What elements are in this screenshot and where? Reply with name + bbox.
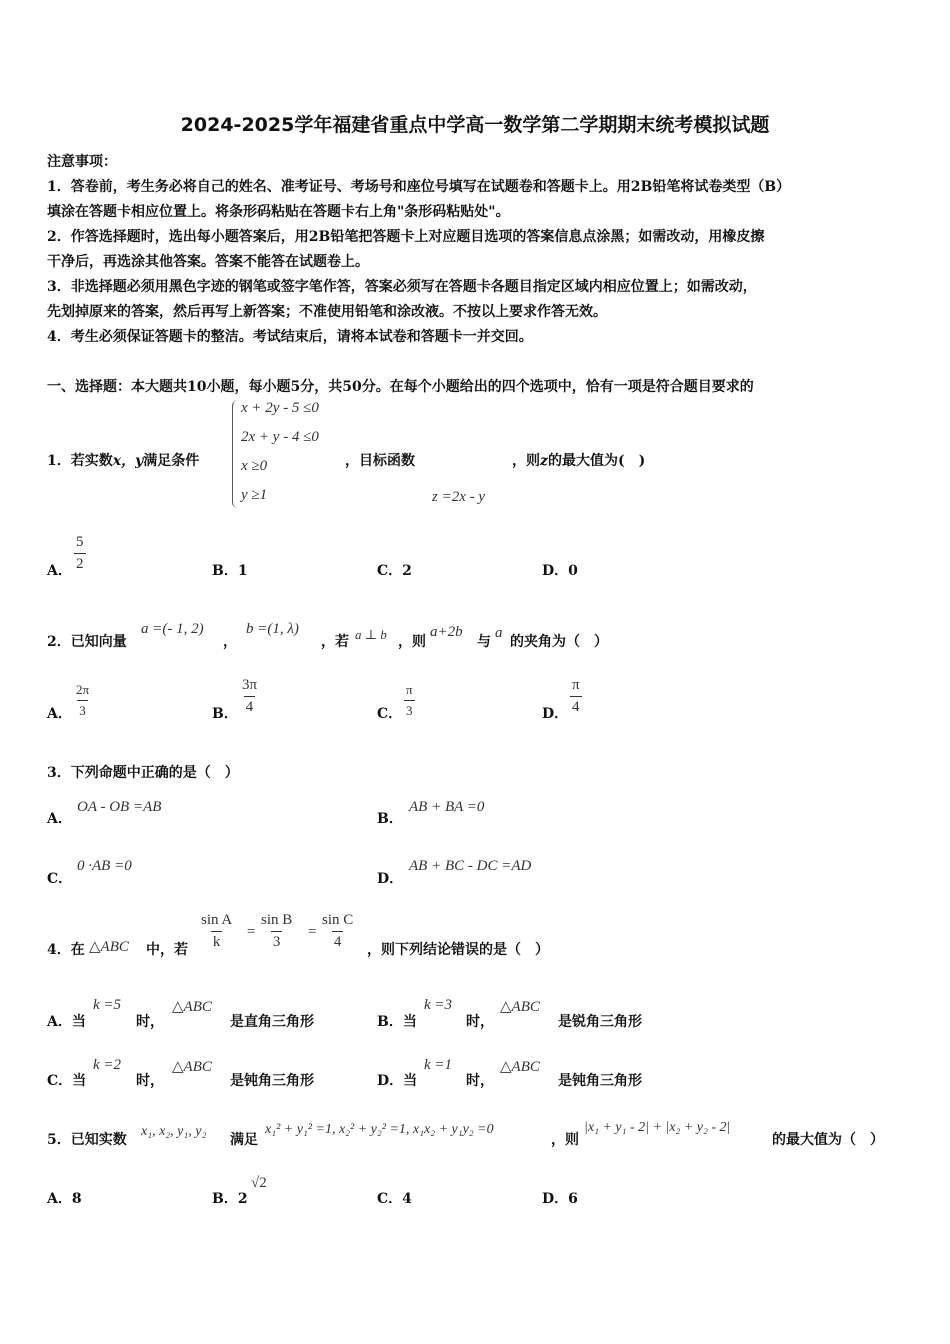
q4-option-d-k: k =1 <box>424 1057 453 1073</box>
q5-then: ，则 <box>551 1132 579 1148</box>
q2-comma: ， <box>223 634 237 650</box>
q3-option-b-label: B． <box>377 811 403 827</box>
q5-option-b-label: B．2 <box>212 1191 248 1207</box>
q2-if: ，若 <box>321 634 349 650</box>
notice-line-7: 4．考生必须保证答题卡的整洁。考试结束后，请将本试卷和答题卡一并交回。 <box>47 329 533 345</box>
q2-perp: a ⊥ b <box>355 627 387 642</box>
notice-heading: 注意事项： <box>47 154 117 170</box>
q2-option-c-fraction: $\frac{\pi}{3}$ <box>406 682 413 718</box>
q1-target-label: ，目标函数 <box>345 453 415 469</box>
q5-option-d: D．6 <box>542 1191 578 1207</box>
q2-option-d-label: D． <box>542 706 569 722</box>
q1-condition-2: 2x + y - 4 ≤0 <box>241 429 319 445</box>
q3-option-c: 0 ·AB =0 <box>77 858 132 874</box>
q4-option-b-result: 是锐角三角形 <box>558 1014 642 1030</box>
q1-option-a-fraction: $\frac{5}{2}$ <box>76 534 84 572</box>
q4-option-a-triangle: △ABC <box>172 999 212 1015</box>
q4-option-d-result: 是钝角三角形 <box>558 1073 642 1089</box>
q5-condition: x₁² + y₁² =1, x₂² + y₂² =1, x₁x₂ + y₁y₂ =0 <box>265 1122 494 1137</box>
notice-line-2: 填涂在答题卡相应位置上。将条形码粘贴在答题卡右上角"条形码粘贴处"。 <box>47 204 510 220</box>
q2-a: a <box>495 625 503 641</box>
q3-stem: 3．下列命题中正确的是（ ） <box>47 765 239 781</box>
notice-line-3: 2．作答选择题时，选出每小题答案后，用2B铅笔把答题卡上对应题目选项的答案信息点涂黑；如需改动，用橡皮擦 <box>47 229 765 245</box>
q4-option-d-label: D．当 <box>377 1073 418 1089</box>
q2-vector-a: a =(- 1, 2) <box>141 621 204 637</box>
q4-mid: 中，若 <box>146 942 188 958</box>
q5-option-b-root: √2 <box>251 1175 267 1191</box>
q4-option-c-result: 是钝角三角形 <box>230 1073 314 1089</box>
q4-equals-1: = <box>246 924 257 940</box>
q1-suffix: ，则z的最大值为( ) <box>512 453 646 469</box>
notice-line-6: 先划掉原来的答案，然后再写上新答案；不准使用铅笔和涂改液。不按以上要求作答无效。 <box>47 304 607 320</box>
q2-option-a-fraction: $\frac{2\pi}{3}$ <box>76 682 90 718</box>
q4-prefix: 4．在 <box>47 942 85 958</box>
q4-option-a-k: k =5 <box>93 997 122 1013</box>
q4-option-a-label: A．当 <box>47 1014 86 1030</box>
q4-option-a-result: 是直角三角形 <box>230 1014 314 1030</box>
q2-option-c-label: C． <box>377 706 403 722</box>
q4-option-d-when: 时， <box>466 1073 494 1089</box>
q4-option-d-triangle: △ABC <box>500 1059 540 1075</box>
q1-condition-3: x ≥0 <box>241 458 268 474</box>
q4-option-c-label: C．当 <box>47 1073 87 1089</box>
q1-option-d: D．0 <box>542 563 578 579</box>
q5-suffix: 的最大值为（ ） <box>772 1132 884 1148</box>
notice-line-5: 3．非选择题必须用黑色字迹的钢笔或签字笔作答，答案必须写在答题卡各题目指定区域内相应位置上；如需改动， <box>47 279 757 295</box>
q2-suffix: 的夹角为（ ） <box>510 634 608 650</box>
q2-expression: a+2b <box>430 624 463 640</box>
q2-option-a-label: A． <box>47 706 72 722</box>
q4-fraction-1: $\frac{\text{sin A}}{k}$ <box>201 912 233 950</box>
q4-equals-2: = <box>307 924 318 940</box>
q1-target-function: z =2x - y <box>432 489 486 505</box>
q1-condition-brace <box>232 400 239 508</box>
q4-option-b-label: B．当 <box>377 1014 417 1030</box>
q2-with: 与 <box>477 634 491 650</box>
q5-option-c: C．4 <box>377 1191 412 1207</box>
q3-option-a-label: A． <box>47 811 72 827</box>
q5-mid: 满足 <box>230 1132 258 1148</box>
q3-option-b: AB + BA =0 <box>409 799 485 815</box>
q2-prefix: 2．已知向量 <box>47 634 127 650</box>
notice-line-4: 干净后，再选涂其他答案。答案不能答在试题卷上。 <box>47 254 369 270</box>
section-heading: 一、选择题：本大题共10小题，每小题5分，共50分。在每个小题给出的四个选项中，恰有一项是符合题目要求的 <box>47 379 754 395</box>
q2-option-d-fraction: $\frac{\pi}{4}$ <box>572 677 580 715</box>
q3-option-c-label: C． <box>47 871 73 887</box>
q1-option-c: C．2 <box>377 563 412 579</box>
q4-option-b-when: 时， <box>466 1014 494 1030</box>
notice-line-1: 1．答卷前，考生务必将自己的姓名、准考证号、考场号和座位号填写在试题卷和答题卡上。用2B铅笔将试卷类型（B） <box>47 179 791 195</box>
q4-option-c-when: 时， <box>136 1073 164 1089</box>
q5-option-a: A．8 <box>47 1191 82 1207</box>
q3-option-a: OA - OB =AB <box>77 799 162 815</box>
q4-option-b-triangle: △ABC <box>500 999 540 1015</box>
q1-stem: 1．若实数x，y满足条件 <box>47 453 200 469</box>
q4-triangle: △ABC <box>89 939 129 955</box>
q1-condition-4: y ≥1 <box>241 487 268 503</box>
q4-fraction-3: $\frac{\text{sin C}}{4}$ <box>322 912 354 950</box>
page-title: 2024-2025学年福建省重点中学高一数学第二学期期末统考模拟试题 <box>180 114 770 136</box>
q1-option-b: B．1 <box>212 563 248 579</box>
q1-condition-1: x + 2y - 5 ≤0 <box>241 400 319 416</box>
q2-vector-b: b =(1, λ) <box>246 621 299 637</box>
q1-option-a-label: A． <box>47 563 72 579</box>
q4-option-c-k: k =2 <box>93 1057 122 1073</box>
q2-then: ，则 <box>398 634 426 650</box>
q2-option-b-label: B． <box>212 706 238 722</box>
q2-option-b-fraction: $\frac{3\pi}{4}$ <box>242 677 258 715</box>
q3-option-d-label: D． <box>377 871 404 887</box>
q4-option-c-triangle: △ABC <box>172 1059 212 1075</box>
q5-expression: |x₁ + y₁ - 2| + |x₂ + y₂ - 2| <box>584 1120 731 1135</box>
q4-suffix: ，则下列结论错误的是（ ） <box>367 942 549 958</box>
q4-option-a-when: 时， <box>136 1014 164 1030</box>
q3-option-d: AB + BC - DC =AD <box>409 858 532 874</box>
q5-prefix: 5．已知实数 <box>47 1132 127 1148</box>
q4-fraction-2: $\frac{\text{sin B}}{3}$ <box>261 912 293 950</box>
q5-variables: x₁, x₂, y₁, y₂ <box>141 1124 207 1139</box>
q4-option-b-k: k =3 <box>424 997 453 1013</box>
